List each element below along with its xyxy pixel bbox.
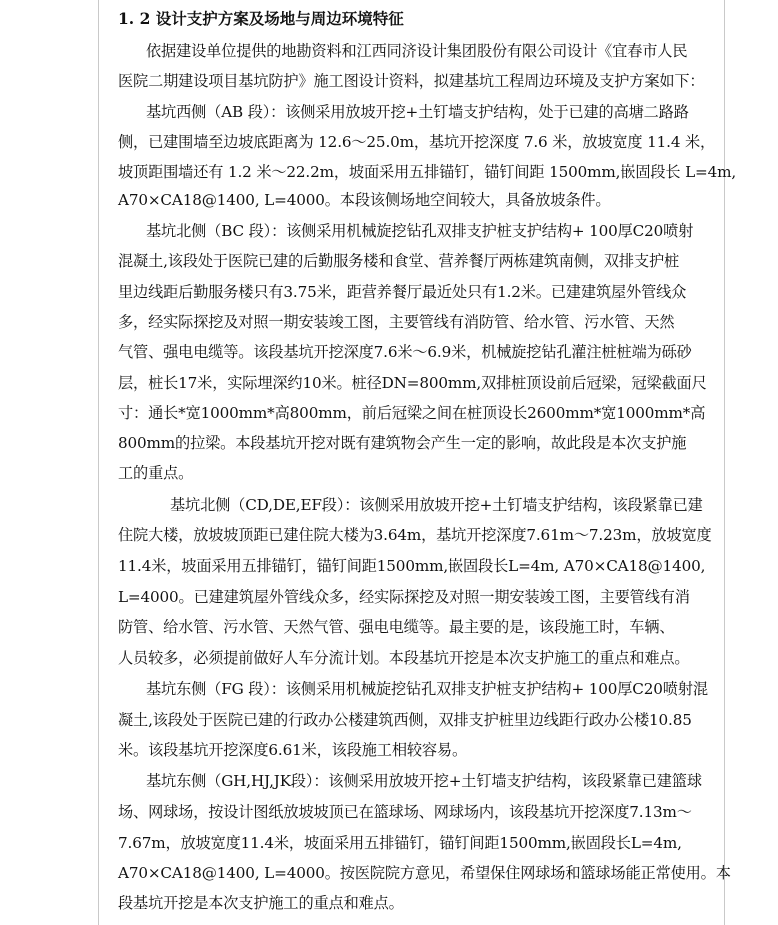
paragraph-line: 坡顶距围墙还有 1.2 米～22.2m，坡面采用五排锚钉，锚钉间距 1500mm,嵌固段长 L=4m, — [118, 163, 737, 181]
paragraph-line: 基坑西侧（AB 段）：该侧采用放坡开挖+土钉墙支护结构，处于已建的高塘二路路 — [146, 103, 689, 121]
paragraph-line: 侧，已建围墙至边坡底距离为 12.6～25.0m，基坑开挖深度 7.6 米，放坡宽度 11.4 米， — [118, 133, 716, 151]
paragraph-line: 人员较多，必须提前做好人车分流计划。本段基坑开挖是本次支护施工的重点和难点。 — [118, 649, 690, 667]
paragraph-line: 医院二期建设项目基坑防护》施工图设计资料，拟建基坑工程周边环境及支护方案如下： — [118, 72, 705, 90]
paragraph-line: 11.4米，坡面采用五排锚钉，锚钉间距1500mm,嵌固段长L=4m, A70×CA18@1400, — [118, 557, 706, 575]
paragraph-line: 场、网球场，按设计图纸放坡坡顶已在篮球场、网球场内，该段基坑开挖深度7.13m～ — [118, 803, 692, 821]
paragraph-line: 基坑东侧（FG 段）：该侧采用机械旋挖钻孔双排支护桩支护结构+ 100厚C20喷射混 — [146, 680, 708, 698]
paragraph-line: 7.67m，放坡宽度11.4米，坡面采用五排锚钉，锚钉间距1500mm,嵌固段长L=4m, — [118, 834, 682, 852]
paragraph-line: 段基坑开挖是本次支护施工的重点和难点。 — [118, 894, 404, 912]
right-margin-line — [724, 0, 725, 925]
paragraph-line: L=4000。已建建筑屋外管线众多，经实际探挖及对照一期安装竣工图，主要管线有消 — [118, 588, 690, 606]
paragraph-line: 里边线距后勤服务楼只有3.75米，距营养餐厅最近处只有1.2米。已建建筑屋外管线众 — [118, 283, 687, 301]
paragraph-line: 基坑北侧（CD,DE,EF段）：该侧采用放坡开挖+土钉墙支护结构，该段紧靠已建 — [170, 496, 703, 514]
paragraph-line: 混凝土,该段处于医院已建的后勤服务楼和食堂、营养餐厅两栋建筑南侧，双排支护桩 — [118, 252, 680, 270]
paragraph-line: 基坑东侧（GH,HJ,JK段）：该侧采用放坡开挖+土钉墙支护结构，该段紧靠已建篮球 — [146, 772, 702, 790]
paragraph-line: 层，桩长17米，实际埋深约10米。桩径DN=800mm,双排桩顶设前后冠梁，冠梁截面尺 — [118, 374, 707, 392]
paragraph-line: 气管、强电电缆等。该段基坑开挖深度7.6米～6.9米，机械旋挖钻孔灌注桩桩端为砾砂 — [118, 343, 692, 361]
paragraph-line: 米。该段基坑开挖深度6.61米，该段施工相较容易。 — [118, 741, 468, 759]
paragraph-line: 依据建设单位提供的地勘资料和江西同济设计集团股份有限公司设计《宜春市人民 — [146, 42, 688, 60]
paragraph-line: 凝土,该段处于医院已建的行政办公楼建筑西侧，双排支护桩里边线距行政办公楼10.85 — [118, 711, 692, 729]
paragraph-line: 寸：通长*宽1000mm*高800mm，前后冠梁之间在桩顶设长2600mm*宽1000mm*高 — [118, 404, 706, 422]
left-margin-line — [98, 0, 99, 925]
paragraph-line: 住院大楼，放坡坡顶距已建住院大楼为3.64m，基坑开挖深度7.61m～7.23m，放坡宽度 — [118, 526, 712, 544]
paragraph-line: A70×CA18@1400, L=4000。按医院院方意见，希望保住网球场和篮球场能正常使用。本 — [118, 864, 731, 882]
paragraph-line: A70×CA18@1400, L=4000。本段该侧场地空间较大，具备放坡条件。 — [118, 191, 611, 209]
section-heading: 1. 2 设计支护方案及场地与周边环境特征 — [118, 9, 404, 28]
paragraph-line: 基坑北侧（BC 段）：该侧采用机械旋挖钻孔双排支护桩支护结构+ 100厚C20喷射 — [146, 222, 694, 240]
paragraph-line: 多，经实际探挖及对照一期安装竣工图，主要管线有消防管、给水管、污水管、天然 — [118, 313, 675, 331]
paragraph-line: 防管、给水管、污水管、天然气管、强电电缆等。最主要的是，该段施工时，车辆、 — [118, 618, 675, 636]
paragraph-line: 工的重点。 — [118, 464, 194, 482]
paragraph-line: 800mm的拉梁。本段基坑开挖对既有建筑物会产生一定的影响，故此段是本次支护施 — [118, 434, 687, 452]
